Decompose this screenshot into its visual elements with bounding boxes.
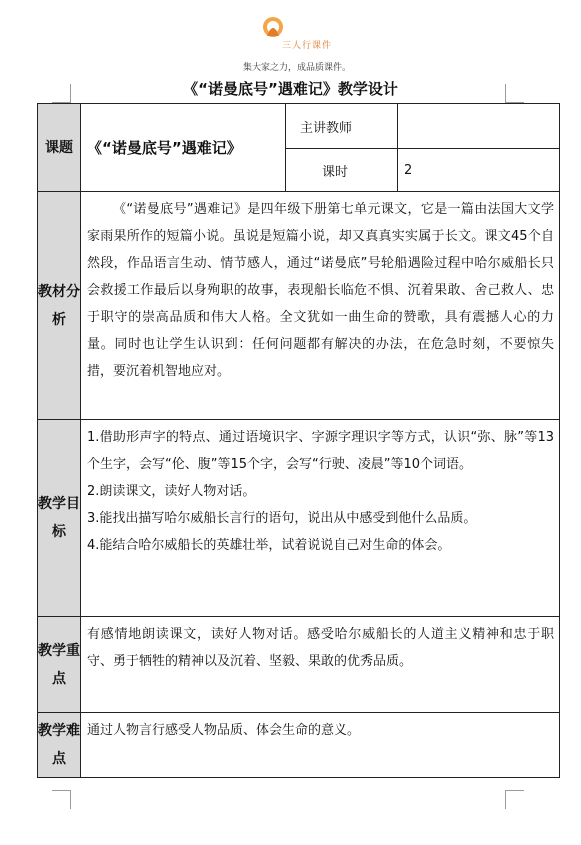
page-corner-mark (505, 790, 524, 809)
difficulty-label: 教学难点 (38, 713, 81, 778)
teacher-value (398, 104, 560, 149)
hours-label: 课时 (286, 149, 398, 192)
topic-value: 《“诺曼底号”遇难记》 (81, 104, 286, 192)
difficulty-text: 通过人物言行感受人物品质、体会生命的意义。 (81, 713, 560, 778)
teacher-label: 主讲教师 (286, 104, 398, 149)
analysis-label: 教材分析 (38, 192, 81, 420)
document-title: 《“诺曼底号”遇难记》教学设计 (183, 80, 398, 98)
analysis-paragraph: 《“诺曼底号”遇难记》是四年级下册第七单元课文，它是一篇由法国大文学家雨果所作的短篇小说。虽说是短篇小说，却又真真实实属于长文。课文45个自然段，作品语言生动、情节感人，通过“诺曼底”号轮船遇险过程中哈尔威船长只会救援工作最后以身殉职的故事，表现船长临危不惧、沉着果敢、舍己救人、忠于职守的崇高品质和伟大人格。全文犹如一曲生命的赞歌，具有震撼人心的力量。同时也让学生认识到：任何问题都有解决的办法，在危急时刻，不要惊失措，要沉着机智地应对。 (87, 202, 554, 379)
goal-item: 1.借助形声字的特点、通过语境识字、字源字理识字等方式，认识“弥、脉”等13个生字，会写“伦、腹”等15个字，会写“行驶、凌晨”等10个词语。 (87, 430, 554, 472)
goal-item: 4.能结合哈尔威船长的英雄壮举，试着说说自己对生命的体会。 (87, 538, 451, 553)
goals-list (81, 420, 560, 617)
logo-text: 三人行课件 (282, 41, 333, 51)
logo (258, 16, 333, 56)
page-corner-mark (52, 790, 71, 809)
logo-icon (258, 16, 288, 40)
analysis-text (81, 192, 560, 420)
goal-item: 3.能找出描写哈尔威船长言行的语句，说出从中感受到他什么品质。 (87, 511, 477, 526)
goals-label: 教学目标 (38, 420, 81, 617)
topic-label: 课题 (38, 104, 81, 192)
lesson-plan-table (37, 103, 560, 778)
key-text: 有感情地朗读课文，读好人物对话。感受哈尔威船长的人道主义精神和忠于职守、勇于牺牲的精神以及沉着、坚毅、果敢的优秀品质。 (81, 617, 560, 713)
hours-value: 2 (398, 149, 560, 192)
goal-item: 2.朗读课文，读好人物对话。 (87, 484, 256, 499)
key-label: 教学重点 (38, 617, 81, 713)
slogan: 集大家之力，成品质课件。 (243, 63, 352, 73)
